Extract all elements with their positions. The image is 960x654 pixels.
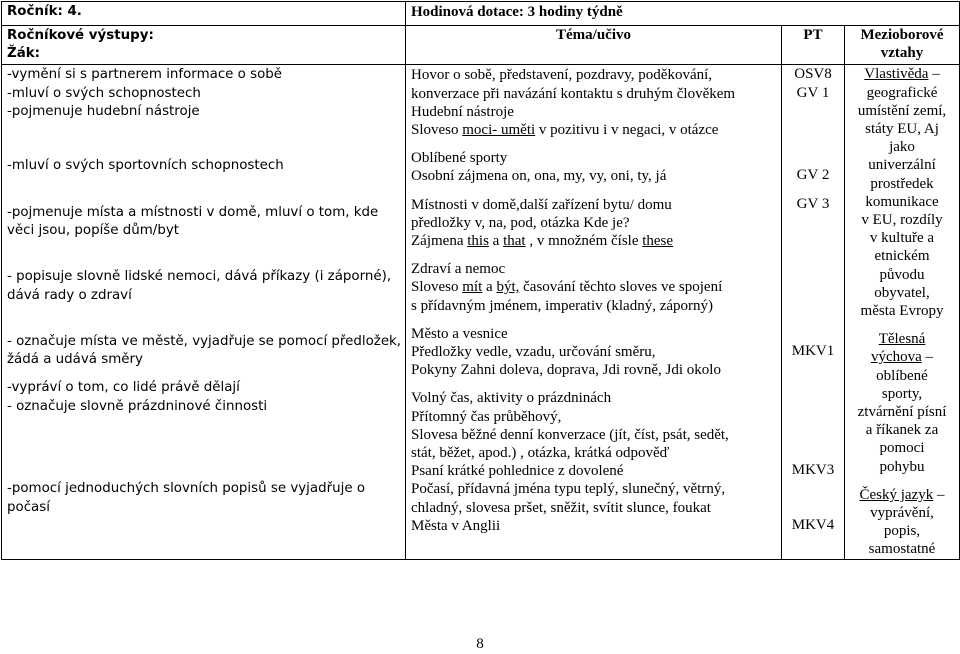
cross-line: v kultuře a [869, 230, 935, 247]
topic-line: Pokyny Zahni doleva, doprava, Jdi rovně, Jdi okolo [411, 362, 721, 379]
cross-line: prostředek [870, 175, 934, 192]
output-line: - popisuje slovně lidské nemoci, dává příkazy (i záporné), [7, 269, 392, 285]
cross-header-line2: vztahy [880, 45, 924, 62]
outputs-header-line2: Žák: [7, 46, 41, 62]
topic-line: Zdraví a nemoc [411, 261, 506, 278]
output-line: dává rady o zdraví [7, 287, 132, 303]
cross-line: univerzální [868, 157, 936, 174]
output-line: -mluví o svých schopnostech [7, 85, 201, 101]
body-row [2, 65, 960, 559]
topic-line: Volný čas, aktivity o prázdninách [411, 390, 612, 407]
pt-code: OSV8 [794, 66, 832, 83]
cross-cell [845, 65, 960, 559]
output-line: žádá a udává směry [7, 352, 143, 368]
pt-code: GV 2 [796, 167, 830, 184]
topic-line: Místnosti v domě,další zařízení bytu/ domu [411, 196, 672, 213]
cross-title: Vlastivěda – [864, 66, 940, 83]
column-header-row [2, 26, 960, 65]
topic-header-label: Téma/učivo [556, 27, 631, 43]
topic-header [406, 26, 782, 65]
cross-line: vyprávění, [870, 505, 934, 522]
cross-line: etnickém [874, 248, 930, 265]
hours-cell [406, 2, 960, 26]
output-line: -pomocí jednoduchých slovních popisů se vyjadřuje o [7, 481, 366, 497]
pt-header [782, 26, 845, 65]
topic-line: Předložky vedle, vzadu, určování směru, [411, 344, 656, 361]
topic-line: Osobní zájmena on, ona, my, vy, oni, ty, já [411, 168, 667, 185]
cross-line: pomoci [879, 440, 925, 457]
topic-line: Oblíbené sporty [411, 150, 508, 167]
topic-line: Sloveso mít a být, časování těchto sloves ve spojení [411, 279, 723, 296]
output-line: -vymění si s partnerem informace o sobě [7, 67, 283, 83]
output-line: -pojmenuje hudební nástroje [7, 103, 200, 119]
output-line: - označuje místa ve městě, vyjadřuje se pomocí předložek, [7, 333, 402, 349]
cross-line: komunikace [865, 193, 939, 210]
output-line: -mluví o svých sportovních schopnostech [7, 158, 284, 174]
topics-cell [406, 65, 782, 559]
pt-header-label: PT [803, 27, 823, 43]
output-line: počasí [7, 499, 50, 515]
pt-code: MKV1 [791, 342, 835, 359]
cross-line: umístění zemí, [857, 102, 947, 119]
topic-line: Hovor o sobě, představení, pozdravy, poděkování, [411, 67, 713, 84]
outputs-header-line1: Ročníkové výstupy: [7, 28, 154, 43]
topic-line: Hudební nástroje [411, 103, 514, 120]
pt-code: MKV3 [791, 462, 835, 479]
topic-line: chladný, slovesa pršet, sněžit, svítit slunce, foukat [411, 499, 711, 516]
cross-title: Český jazyk – [859, 486, 945, 503]
cross-line: města Evropy [860, 303, 944, 320]
cross-line: státy EU, Aj [865, 121, 939, 138]
output-line: - označuje slovně prázdninové činnosti [7, 398, 268, 414]
output-line: věci jsou, popíše dům/byt [7, 222, 179, 238]
cross-line: oblíbené [876, 367, 928, 384]
topic-line: konverzace při navázání kontaktu s druhým člověkem [411, 85, 736, 102]
cross-line: pohybu [879, 458, 925, 475]
grade-label: Ročník: 4. [7, 4, 82, 19]
topic-line: Sloveso moci- uměti v pozitivu i v negaci, v otázce [411, 122, 719, 139]
topic-line: Psaní krátké pohlednice z dovolené [411, 463, 624, 480]
hours-label: Hodinová dotace: 3 hodiny týdně [411, 4, 623, 20]
outputs-cell [2, 65, 406, 559]
cross-line: obyvatel, [874, 284, 930, 301]
cross-line: jako [889, 139, 915, 156]
topic-line: stát, běžet, apod.) , otázka, krátká odpověď [411, 445, 670, 462]
grade-cell [2, 2, 406, 26]
header-row [2, 2, 960, 26]
cross-line: samostatné [868, 541, 936, 558]
pt-code: MKV4 [791, 516, 835, 533]
pt-cell [782, 65, 845, 559]
cross-line: sporty, [881, 385, 923, 402]
cross-title: výchova – [870, 349, 934, 366]
output-line: -vypráví o tom, co lidé právě dělají [7, 380, 240, 396]
cross-line: popis, [883, 523, 921, 540]
topic-line: Města v Anglii [411, 517, 501, 534]
outputs-header [2, 26, 406, 65]
cross-line: původu [879, 266, 925, 283]
topic-line: Počasí, přídavná jména typu teplý, slunečný, větrný, [411, 481, 726, 498]
topic-line: Slovesa běžné denní konverzace (jít, číst, psát, sedět, [411, 426, 729, 443]
cross-title: Tělesná [878, 331, 926, 348]
cross-line: ztvárnění písní [857, 404, 947, 421]
cross-line: v EU, rozdíly [861, 212, 943, 229]
topic-line: Město a vesnice [411, 325, 508, 342]
topic-line: s přídavným jménem, imperativ (kladný, záporný) [411, 297, 713, 314]
page-number: 8 [476, 636, 484, 652]
topic-line: Přítomný čas průběhový, [411, 408, 562, 425]
cross-header-line1: Mezioborové [860, 27, 944, 43]
cross-header [845, 26, 960, 65]
pt-code: GV 1 [796, 84, 830, 101]
topic-line: předložky v, na, pod, otázka Kde je? [411, 214, 630, 231]
output-line: -pojmenuje místa a místnosti v domě, mluví o tom, kde [7, 204, 379, 220]
cross-line: a říkanek za [865, 422, 939, 439]
topic-line: Zájmena this a that , v množném čísle these [411, 233, 674, 250]
cross-line: geografické [866, 84, 938, 101]
curriculum-table [1, 1, 960, 560]
pt-code: GV 3 [796, 195, 830, 212]
